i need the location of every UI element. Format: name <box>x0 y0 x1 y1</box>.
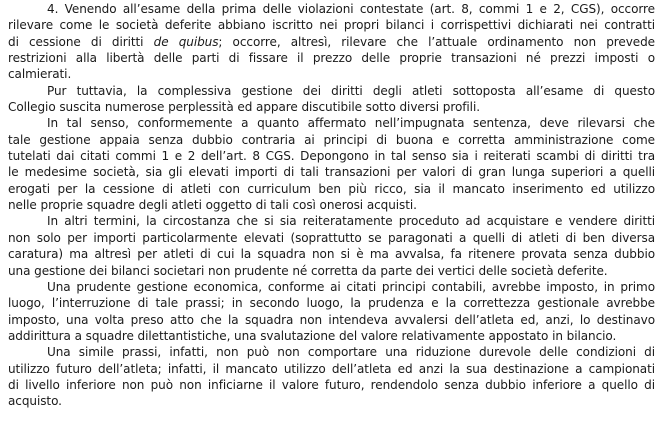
text-line: tale gestione appaia senza dubbio contraria ai principi di buona e corretta amministrazione come <box>8 132 655 147</box>
text-line: di livello inferiore non può non inficiarne il valore futuro, rendendolo senza dubbio inferiore a quello di <box>8 377 655 392</box>
text-line <box>8 34 655 50</box>
paragraph <box>8 115 655 213</box>
text-line: rilevare come le società deferite abbiano iscritto nei propri bilanci i corrispettivi dichiarati nei contratti <box>8 18 655 33</box>
text-line: addirittura a squadre dilettantistiche, una svalutazione del valore relativamente appostato in bilancio. <box>8 328 617 343</box>
text-line: Collegio suscita numerose perplessità ed appare discutibile sotto diversi profili. <box>8 100 480 115</box>
text-line: caratura) ma altresì per atleti di cui la squadra non si è ma avvalsa, fa ritenere provata senza dubbio <box>8 247 655 262</box>
text-line: imposto, una volta preso atto che la squadra non intendeva avvalersi dell’atleta ed, anzi, lo destinavo <box>8 312 655 327</box>
text-line: utilizzo futuro dell’atleta; infatti, il mancato utilizzo dell’atleta ed anzi la sua destinazione a campionati <box>8 361 655 376</box>
text-line: restrizioni alla libertà delle parti di fissare il prezzo delle proprie transazioni né prezzi imposti o <box>8 51 655 66</box>
text-line: Una prudente gestione economica, conforme ai citati principi contabili, avrebbe imposto, in primo <box>47 279 655 294</box>
text-line: calmierati. <box>8 67 72 82</box>
text-segment: ; occorre, altresì, rilevare che l’attuale ordinamento non prevede <box>218 34 655 49</box>
text-line: In altri termini, la circostanza che si sia reiteratamente proceduto ad acquistare e vendere diritti <box>47 214 655 229</box>
paragraph <box>8 279 655 344</box>
text-line: nelle proprie squadre degli atleti oggetto di tali così onerosi acquisti. <box>8 198 417 213</box>
paragraph <box>8 1 655 83</box>
text-line: tutelati dai citati commi 1 e 2 dell’art. 8 CGS. Depongono in tal senso sia i reiterati scambi di diritti tra <box>8 149 655 164</box>
text-line: acquisto. <box>8 394 62 409</box>
text-line: Pur tuttavia, la complessiva gestione dei diritti degli atleti sottoposta all’esame di questo <box>47 83 655 98</box>
text-line: non solo per importi particolarmente elevati (soprattutto se paragonati a quelli di atleti di ben diversa <box>8 230 655 245</box>
text-line: Una simile prassi, infatti, non può non comportare una riduzione durevole delle condizioni di <box>47 345 655 360</box>
paragraph <box>8 344 655 409</box>
text-line: 4. Venendo all’esame della prima delle violazioni contestate (art. 8, commi 1 e 2, CGS), occorre <box>47 2 655 16</box>
text-line: le medesime società, sia gli elevati importi di tali transazioni per valori di gran lunga superiori a quelli <box>8 165 655 180</box>
text-line: erogati per la cessione di atleti con curriculum ben più ricco, sia il mancato inserimento ed utilizzo <box>8 181 655 196</box>
paragraph <box>8 213 655 278</box>
text-segment: di cessione di diritti <box>8 34 154 49</box>
text-line: luogo, l’interruzione di tale prassi; in secondo luogo, la prudenza e la correttezza gestionale avrebbe <box>8 296 655 311</box>
paragraph <box>8 83 655 116</box>
text-line: In tal senso, conformemente a quanto affermato nell’impugnata sentenza, deve rilevarsi che <box>47 116 655 131</box>
italic-term: de quibus <box>153 34 219 49</box>
text-line: una gestione dei bilanci societari non prudente né corretta da parte dei vertici delle società deferite. <box>8 263 608 278</box>
